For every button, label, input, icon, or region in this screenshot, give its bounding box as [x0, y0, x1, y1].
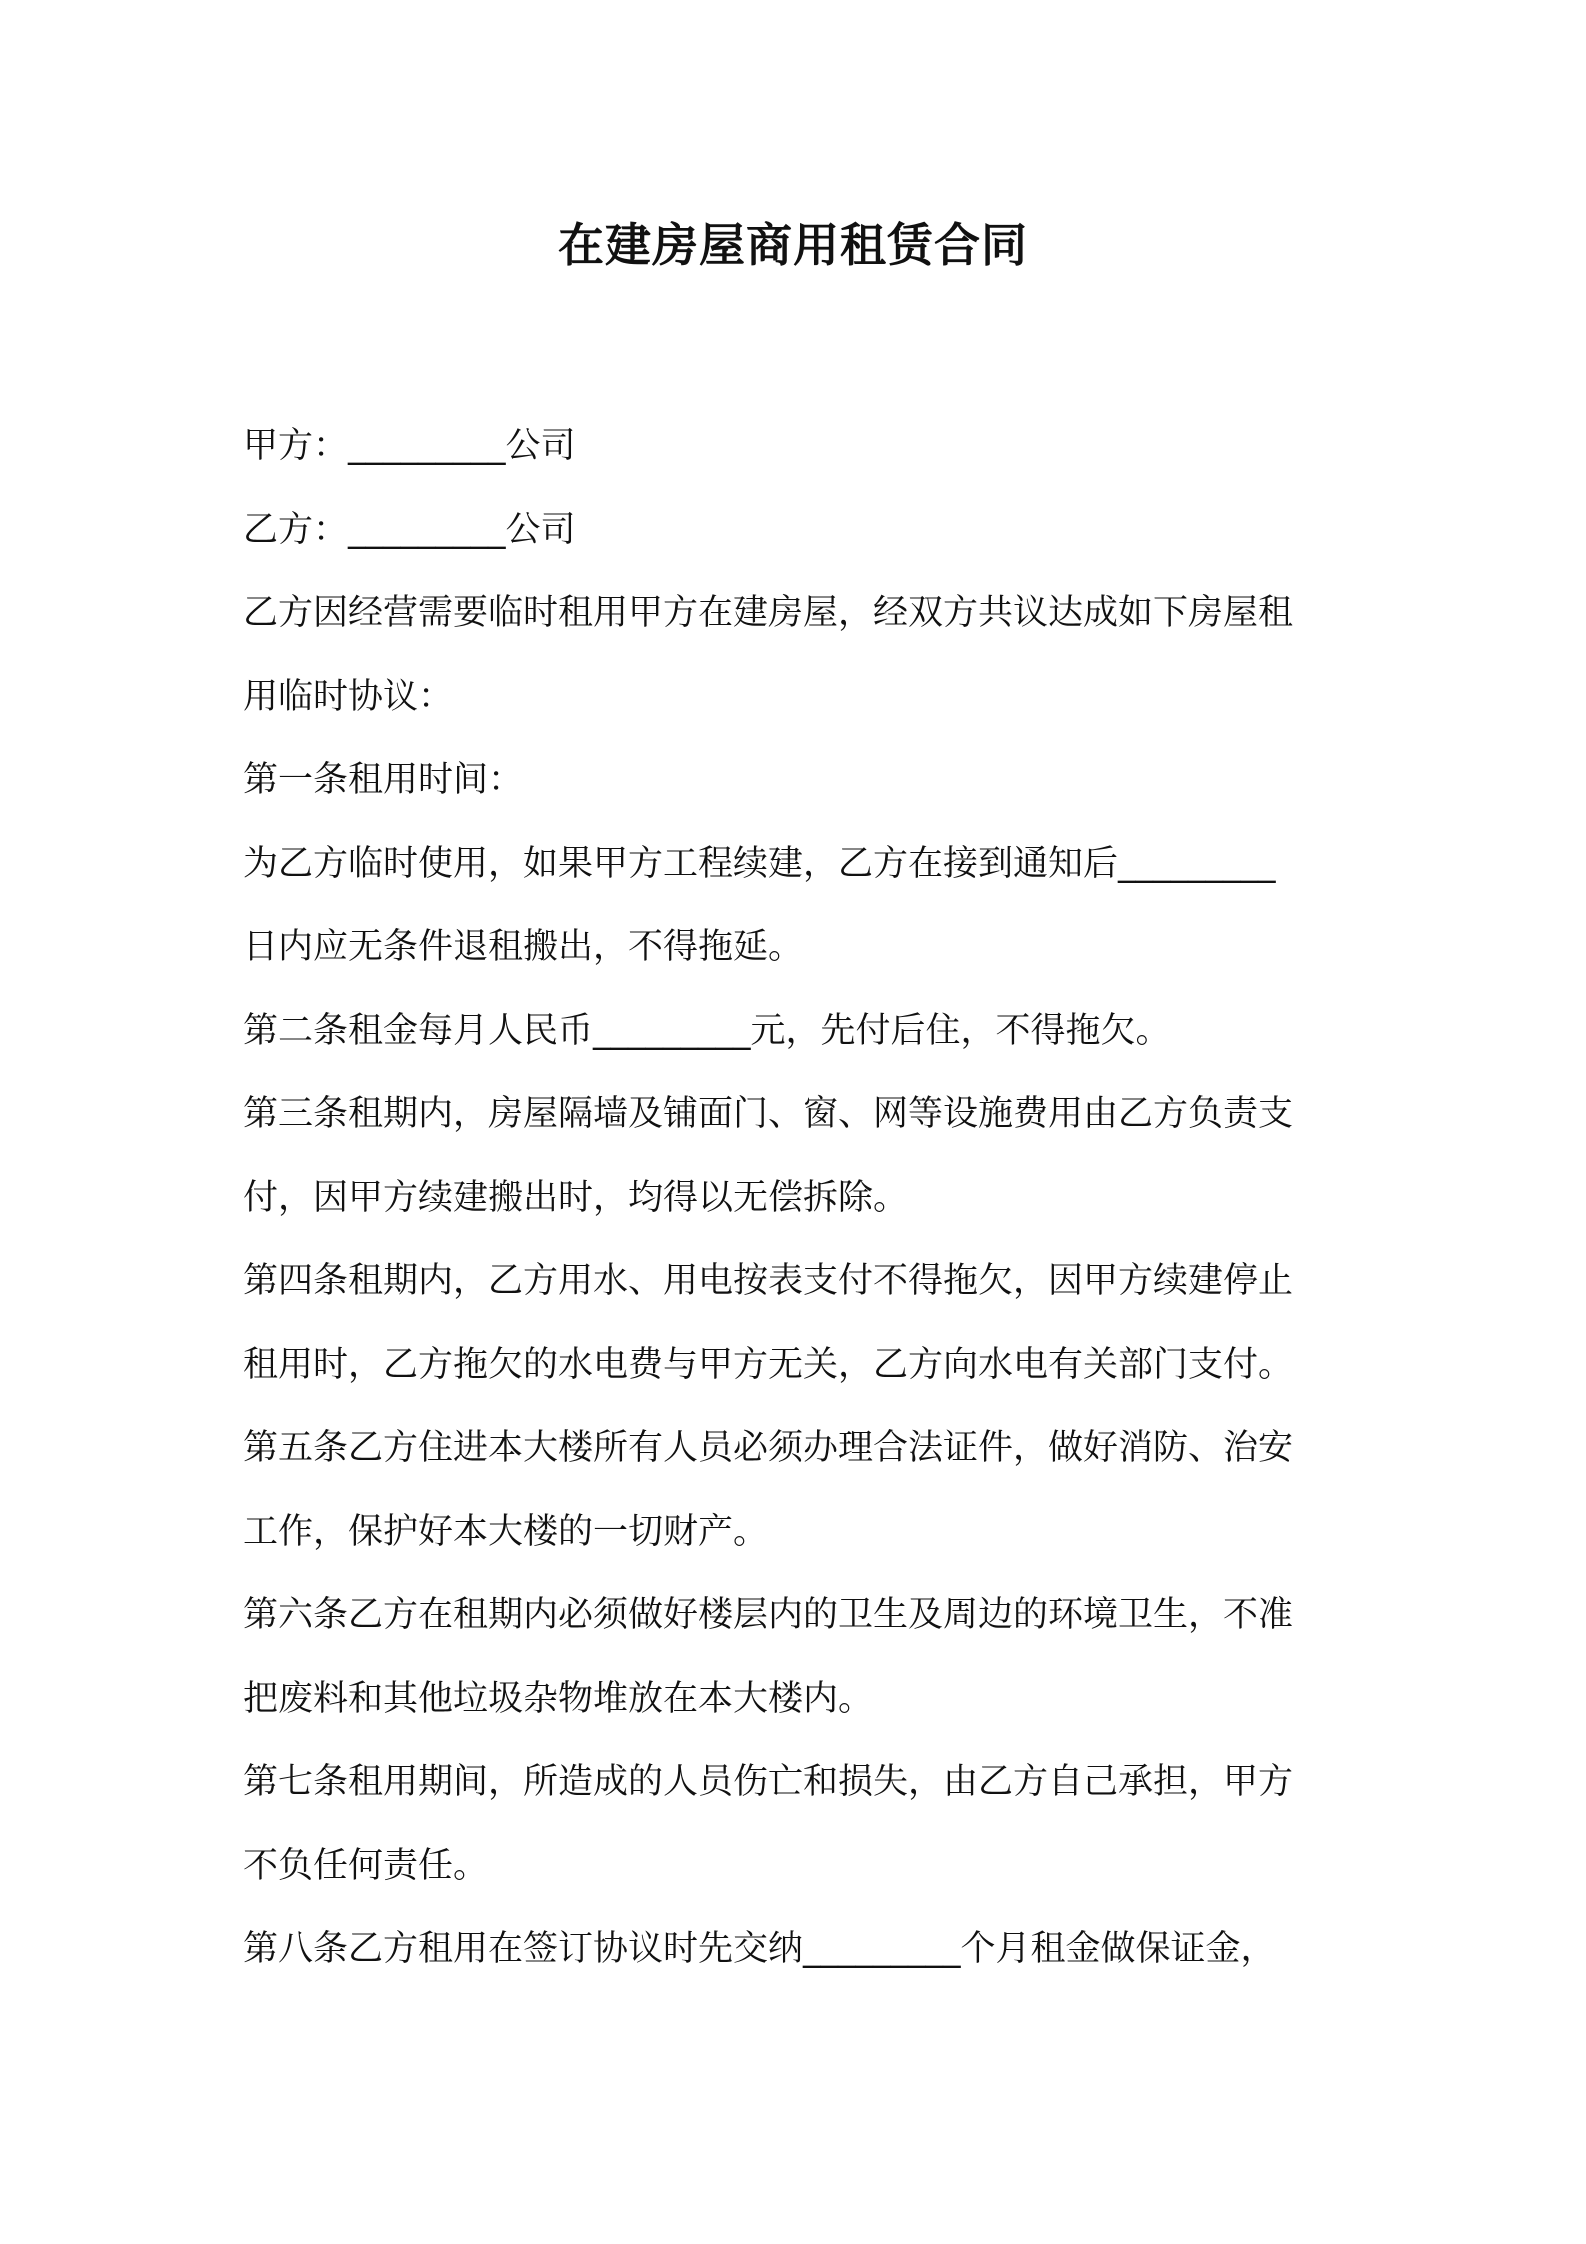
- article-1-line: 日内应无条件退租搬出，不得拖延。: [243, 927, 804, 967]
- article-3-line: 第三条租期内，房屋隔墙及铺面门、窗、网等设施费用由乙方负责支: [243, 1094, 1294, 1134]
- article-7-line: 第七条租用期间，所造成的人员伤亡和损失，由乙方自己承担，甲方: [243, 1762, 1294, 1802]
- party-b-line: 乙方：_________公司: [243, 509, 576, 550]
- article-3-line: 付，因甲方续建搬出时，均得以无偿拆除。: [243, 1177, 909, 1218]
- article-1-line: 为乙方临时使用，如果甲方工程续建，乙方在接到通知后_________: [243, 843, 1276, 884]
- article-7-line: 不负任何责任。: [243, 1845, 489, 1886]
- article-6-line: 第六条乙方在租期内必须做好楼层内的卫生及周边的环境卫生，不准: [243, 1595, 1294, 1635]
- article-6-line: 把废料和其他垃圾杂物堆放在本大楼内。: [243, 1678, 874, 1719]
- article-8-line: 第八条乙方租用在签订协议时先交纳_________个月租金做保证金，: [243, 1929, 1276, 1969]
- article-5-line: 第五条乙方住进本大楼所有人员必须办理合法证件，做好消防、治安: [243, 1428, 1294, 1468]
- article-4-line: 第四条租期内，乙方用水、用电按表支付不得拖欠，因甲方续建停止: [243, 1261, 1294, 1301]
- party-a-line: 甲方：_________公司: [243, 426, 576, 466]
- article-1-heading: 第一条租用时间：: [243, 760, 524, 800]
- article-4-line: 租用时，乙方拖欠的水电费与甲方无关，乙方向水电有关部门支付。: [243, 1344, 1294, 1385]
- article-5-line: 工作，保护好本大楼的一切财产。: [243, 1511, 769, 1552]
- document-title: 在建房屋商用租赁合同: [558, 218, 1028, 272]
- article-2-line: 第二条租金每月人民币_________元，先付后住，不得拖欠。: [243, 1010, 1171, 1051]
- preamble-line: 用临时协议：: [243, 676, 454, 717]
- document-body: [243, 405, 1355, 1992]
- preamble-line: 乙方因经营需要临时租用甲方在建房屋，经双方共议达成如下房屋租: [243, 593, 1294, 633]
